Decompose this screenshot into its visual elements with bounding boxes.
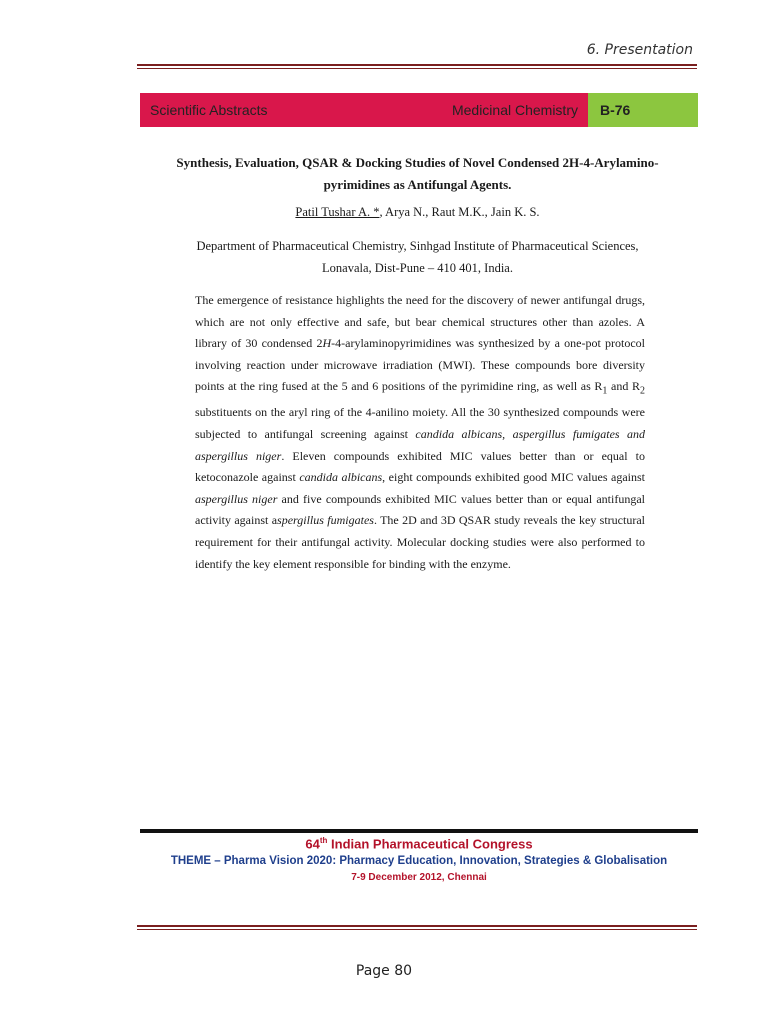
header-rule <box>137 64 697 69</box>
authors <box>175 205 660 220</box>
paper-title <box>175 152 660 196</box>
abstract-text: and five compounds exhibited MIC values better than or equal antifungal activity against a <box>195 491 645 528</box>
abstract-banner <box>140 93 698 127</box>
ordinal-suffix: th <box>319 836 328 845</box>
organism-names: candida albicans, aspergillus fumigates and aspergillus niger <box>195 426 645 463</box>
abstract-text: substituents on the aryl ring of the 4-anilino moiety. All the 30 synthesized compounds were subjected to antifungal screening against <box>195 405 645 441</box>
organism-name: aspergillus niger <box>195 491 278 506</box>
congress-info <box>140 836 698 883</box>
footer-rule <box>140 829 698 833</box>
affiliation <box>175 235 660 279</box>
subscript: 1 <box>602 385 608 397</box>
congress-title <box>140 836 698 851</box>
affiliation-line-2: Lonavala, Dist-Pune – 410 401, India. <box>322 261 513 275</box>
abstract-text: and R <box>607 379 640 394</box>
paper-title-line-1: Synthesis, Evaluation, QSAR & Docking Studies of Novel Condensed 2H-4-Arylamino- <box>176 155 659 170</box>
section-title: 6. Presentation <box>586 42 693 58</box>
banner-left-label: Scientific Abstracts <box>150 102 268 118</box>
abstract-text: . Eleven compounds exhibited MIC values better than or equal to ketoconazole against <box>195 448 645 485</box>
presenting-author: Patil Tushar A. * <box>295 205 380 219</box>
abstract-text: , eight compounds exhibited good MIC values against <box>382 470 646 485</box>
congress-name: Indian Pharmaceutical Congress <box>327 836 533 852</box>
banner-category <box>140 93 588 127</box>
affiliation-line-1: Department of Pharmaceutical Chemistry, Sinhgad Institute of Pharmaceutical Sciences, <box>196 239 639 253</box>
congress-theme: THEME – Pharma Vision 2020: Pharmacy Education, Innovation, Strategies & Globalisation <box>170 855 668 868</box>
organism-name: spergillus fumigates <box>277 513 374 528</box>
abstract-italic: H <box>322 336 332 351</box>
abstract-text: -4-arylaminopyrimidines was synthesized by a one-pot protocol involving reaction under microwave irradiation (MWI). These compounds bore diversity points at the ring fused at the 5 and 6 positions of the pyrimidine ring, as well as R <box>195 336 645 394</box>
banner-subject-label: Medicinal Chemistry <box>451 102 578 118</box>
footer-double-rule <box>137 925 697 930</box>
page-number: Page 80 <box>355 963 413 979</box>
banner-code: B-76 <box>588 93 698 127</box>
abstract-text: The emergence of resistance highlights the need for the discovery of newer antifungal drugs, which are not only effective and safe, but bear chemical structures other than azoles. A library of 30 condensed 2 <box>195 293 645 351</box>
co-authors: , Arya N., Raut M.K., Jain K. S. <box>379 205 540 219</box>
abstract-text: . The 2D and 3D QSAR study reveals the key structural requirement for their antifungal activity. Molecular docking studies were also performed to identify the key element responsible for binding with the enzyme. <box>195 513 645 571</box>
abstract-body <box>195 290 645 575</box>
congress-number: 64 <box>305 836 320 852</box>
organism-name: candida albicans <box>299 470 383 485</box>
congress-dates: 7-9 December 2012, Chennai <box>351 872 487 884</box>
paper-title-line-2: pyrimidines as Antifungal Agents. <box>323 177 512 192</box>
subscript: 2 <box>640 385 645 397</box>
